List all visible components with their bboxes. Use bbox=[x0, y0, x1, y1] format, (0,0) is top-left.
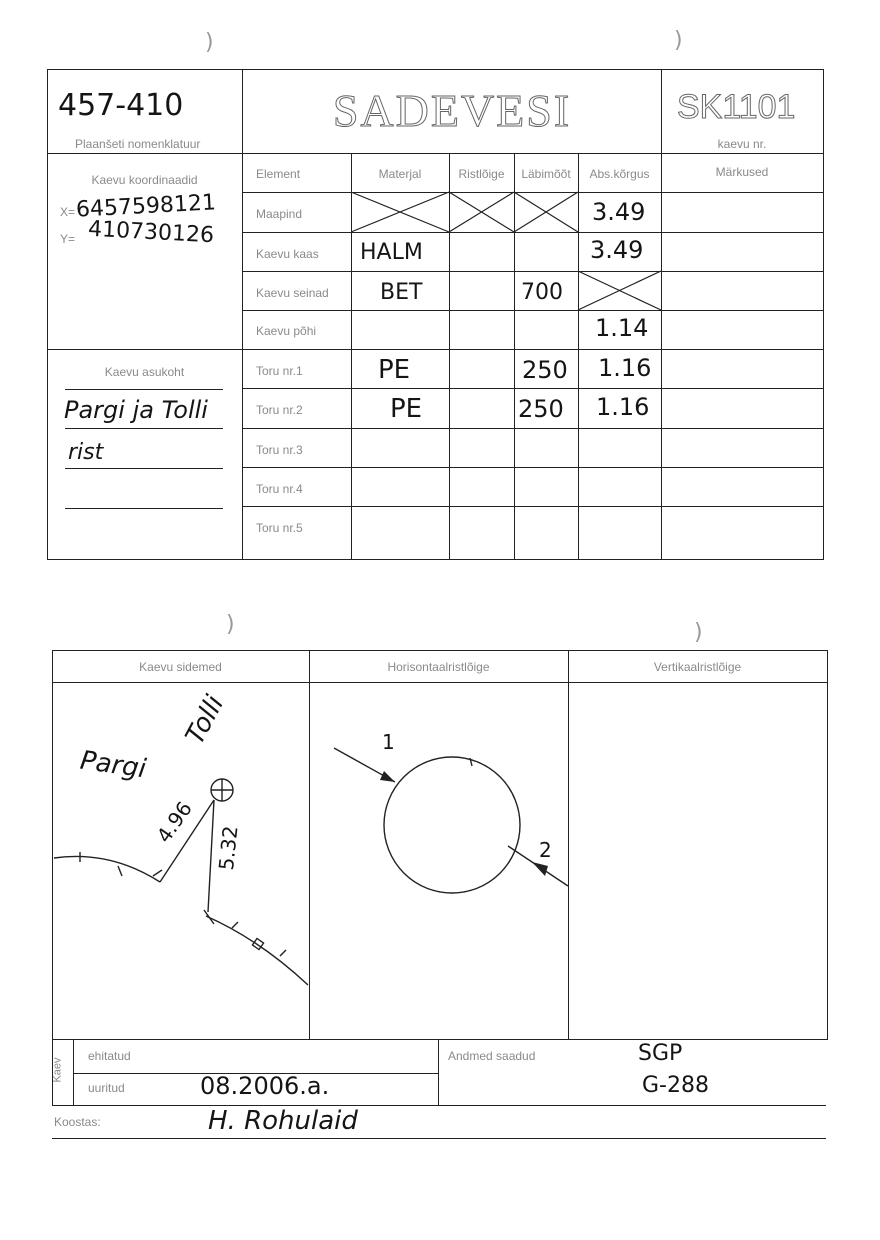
pipe-label-2: 2 bbox=[539, 838, 552, 862]
horizontal-section-label: Horisontaalristlõige bbox=[387, 660, 490, 674]
location-line2: rist bbox=[68, 440, 104, 465]
distance-b: 5.32 bbox=[214, 824, 243, 872]
cell-material: HALM bbox=[360, 240, 423, 265]
col-header-element: Element bbox=[256, 167, 301, 181]
location-label: Kaevu asukoht bbox=[104, 365, 185, 379]
col-header-section: Ristlõige bbox=[458, 167, 505, 181]
row-label: Toru nr.1 bbox=[256, 364, 303, 378]
row-label: Toru nr.5 bbox=[256, 521, 303, 535]
col-header-notes: Märkused bbox=[715, 165, 769, 179]
distance-a: 4.96 bbox=[151, 796, 197, 848]
data-source-label: Andmed saadud bbox=[448, 1049, 536, 1063]
divider bbox=[73, 1039, 74, 1105]
row-label: Toru nr.4 bbox=[256, 482, 303, 496]
data-source-value2: G-288 bbox=[642, 1073, 709, 1098]
cell-height: 3.49 bbox=[592, 198, 646, 226]
cell-material: PE bbox=[378, 355, 411, 385]
punch-mark: ) bbox=[226, 612, 235, 637]
col-header-material: Materjal bbox=[378, 167, 422, 181]
street-label-a: Pargi bbox=[78, 745, 148, 785]
row-label: Kaevu kaas bbox=[256, 247, 319, 261]
cell-material: BET bbox=[380, 280, 423, 305]
row-label: Kaevu seinad bbox=[256, 286, 329, 300]
row-label: Toru nr.3 bbox=[256, 443, 303, 457]
punch-mark: ) bbox=[694, 620, 703, 645]
x-prefix: X= bbox=[60, 205, 76, 219]
vertical-section-label: Vertikaalristlõige bbox=[653, 660, 742, 674]
divider bbox=[438, 1039, 439, 1105]
pipe-label-1: 1 bbox=[382, 730, 395, 754]
divider bbox=[52, 1105, 826, 1106]
side-label: Kaev bbox=[51, 1057, 64, 1083]
form-title: SADEVESI bbox=[332, 85, 572, 136]
data-source-value1: SGP bbox=[638, 1041, 683, 1066]
built-label: ehitatud bbox=[88, 1049, 131, 1063]
cell-diameter: 250 bbox=[522, 356, 568, 384]
sheet-number: 457-410 bbox=[58, 88, 184, 123]
cell-diameter: 700 bbox=[521, 280, 563, 305]
punch-mark: ) bbox=[674, 28, 683, 53]
divider bbox=[52, 1138, 826, 1139]
col-header-diameter: Läbimõõt bbox=[521, 167, 571, 181]
y-coordinate: 410730126 bbox=[87, 216, 215, 249]
cell-diameter: 250 bbox=[518, 395, 564, 423]
row-label: Maapind bbox=[256, 207, 303, 221]
x-coordinate: 6457598121 bbox=[75, 190, 217, 223]
cell-height: 3.49 bbox=[590, 236, 644, 264]
punch-mark: ) bbox=[205, 30, 214, 55]
street-label-b: Tolli bbox=[180, 690, 231, 750]
cell-height: 1.16 bbox=[598, 354, 652, 382]
coordinates-label: Kaevu koordinaadid bbox=[91, 173, 198, 187]
col-header-height: Abs.kõrgus bbox=[589, 167, 650, 181]
cell-height: 1.16 bbox=[596, 393, 650, 421]
row-label: Toru nr.2 bbox=[256, 403, 303, 417]
well-label: kaevu nr. bbox=[717, 137, 767, 151]
sheet-label: Plaanšeti nomenklatuur bbox=[75, 137, 201, 151]
well-code: SK1101 bbox=[677, 88, 796, 126]
cell-material: PE bbox=[390, 394, 423, 424]
y-prefix: Y= bbox=[60, 232, 76, 246]
location-line1: Pargi ja Tolli bbox=[64, 396, 208, 424]
author-signature: H. Rohulaid bbox=[208, 1106, 358, 1136]
surveyed-label: uuritud bbox=[88, 1081, 125, 1095]
row-label: Kaevu põhi bbox=[256, 324, 317, 338]
links-label: Kaevu sidemed bbox=[139, 660, 222, 674]
surveyed-value: 08.2006.a. bbox=[200, 1072, 330, 1100]
author-label: Koostas: bbox=[54, 1115, 101, 1129]
cell-height: 1.14 bbox=[595, 314, 649, 342]
